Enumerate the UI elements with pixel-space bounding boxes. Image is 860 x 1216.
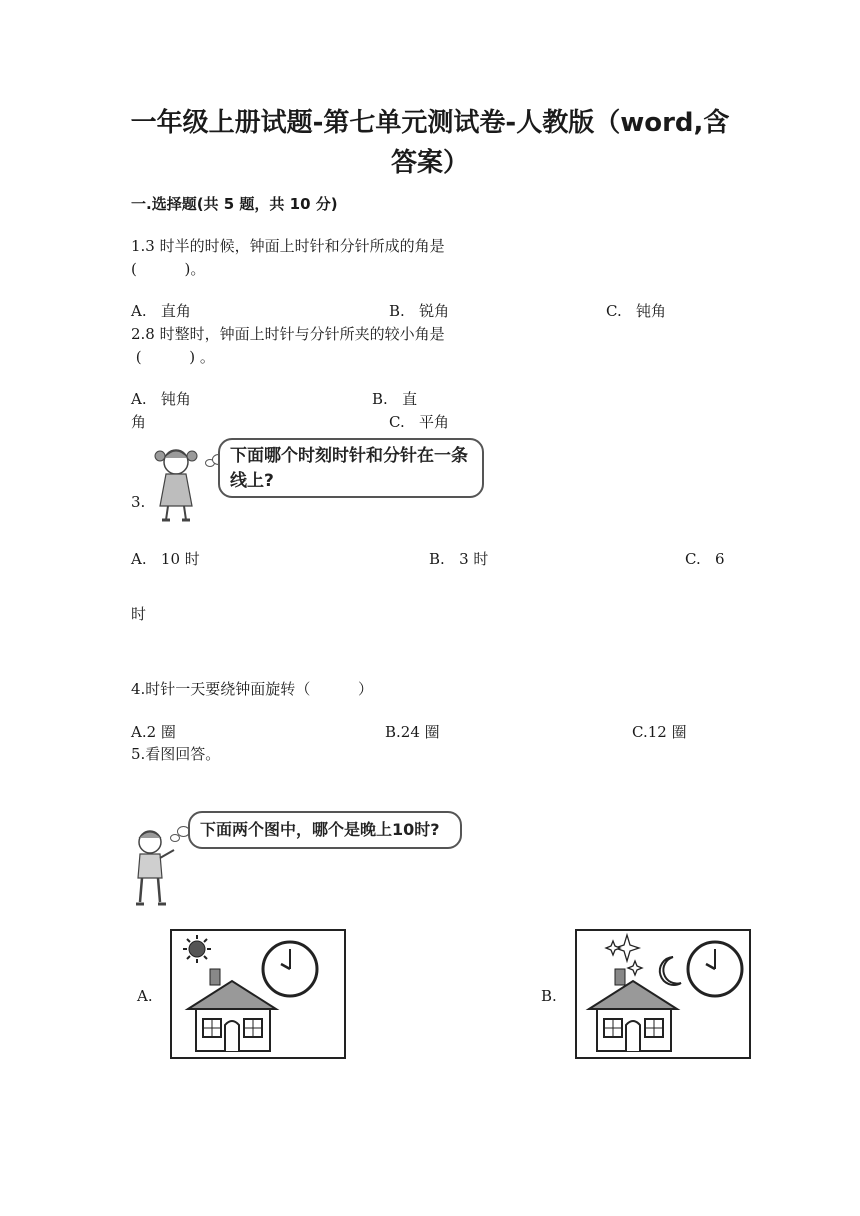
picture-b-nighttime[interactable] xyxy=(575,929,751,1059)
q1-stem-line2: ( )。 xyxy=(131,260,206,278)
q2-stem-line1: 2.8 时整时，钟面上时针与分针所夹的较小角是 xyxy=(131,325,445,343)
moon-icon xyxy=(660,957,681,985)
q1-stem-line1: 1.3 时半的时候，钟面上时针和分针所成的角是 xyxy=(131,237,445,255)
q4-option-b[interactable]: B.24 圈 xyxy=(385,723,440,741)
girl-illustration xyxy=(150,444,202,524)
sun-icon xyxy=(183,935,211,963)
q2-option-b-wrap: 角 xyxy=(131,413,147,431)
clock-icon xyxy=(688,942,742,996)
q2-option-a[interactable]: A. 钝角 xyxy=(131,390,191,408)
house-moon-clock-illustration xyxy=(577,931,749,1057)
q1-option-c[interactable]: C. 钝角 xyxy=(606,302,667,320)
house-sun-clock-illustration xyxy=(172,931,344,1057)
q3-number: 3. xyxy=(131,493,146,511)
q4-option-c[interactable]: C.12 圈 xyxy=(632,723,687,741)
q2-option-b[interactable]: B. 直 xyxy=(372,390,418,408)
house-icon xyxy=(188,969,276,1051)
q2-stem-line2: ( ) 。 xyxy=(131,348,215,366)
q3-option-b[interactable]: B. 3 时 xyxy=(429,550,489,568)
q5-stem: 5.看图回答。 xyxy=(131,745,221,763)
title-line-1: 一年级上册试题-第七单元测试卷-人教版（word,含 xyxy=(130,108,730,138)
clock-icon xyxy=(263,942,317,996)
picture-a-daytime[interactable] xyxy=(170,929,346,1059)
q2-option-c[interactable]: C. 平角 xyxy=(389,413,450,431)
q4-option-a[interactable]: A.2 圈 xyxy=(131,723,176,741)
q4-stem: 4.时针一天要绕钟面旋转（ ） xyxy=(131,680,373,698)
q3-option-a[interactable]: A. 10 时 xyxy=(131,550,200,568)
q5-speech-bubble xyxy=(188,811,462,849)
q3-option-c-wrap: 时 xyxy=(131,605,147,623)
q5-bubble-text: 下面两个图中，哪个是晚上10时? xyxy=(200,820,440,839)
q5-option-a-label[interactable]: A. xyxy=(137,987,153,1005)
q3-speech-bubble xyxy=(218,438,484,498)
q3-option-c[interactable]: C. 6 xyxy=(685,550,725,568)
q1-option-a[interactable]: A. 直角 xyxy=(131,302,191,320)
q5-option-b-label[interactable]: B. xyxy=(541,987,557,1005)
section-header: 一.选择题(共 5 题，共 10 分) xyxy=(131,195,338,213)
q3-bubble-text: 下面哪个时刻时针和分针在一条线上? xyxy=(230,446,468,491)
q1-option-b[interactable]: B. 锐角 xyxy=(389,302,450,320)
girl-figure-icon xyxy=(150,444,202,524)
page-title xyxy=(110,103,750,183)
title-line-2: 答案） xyxy=(390,148,469,178)
